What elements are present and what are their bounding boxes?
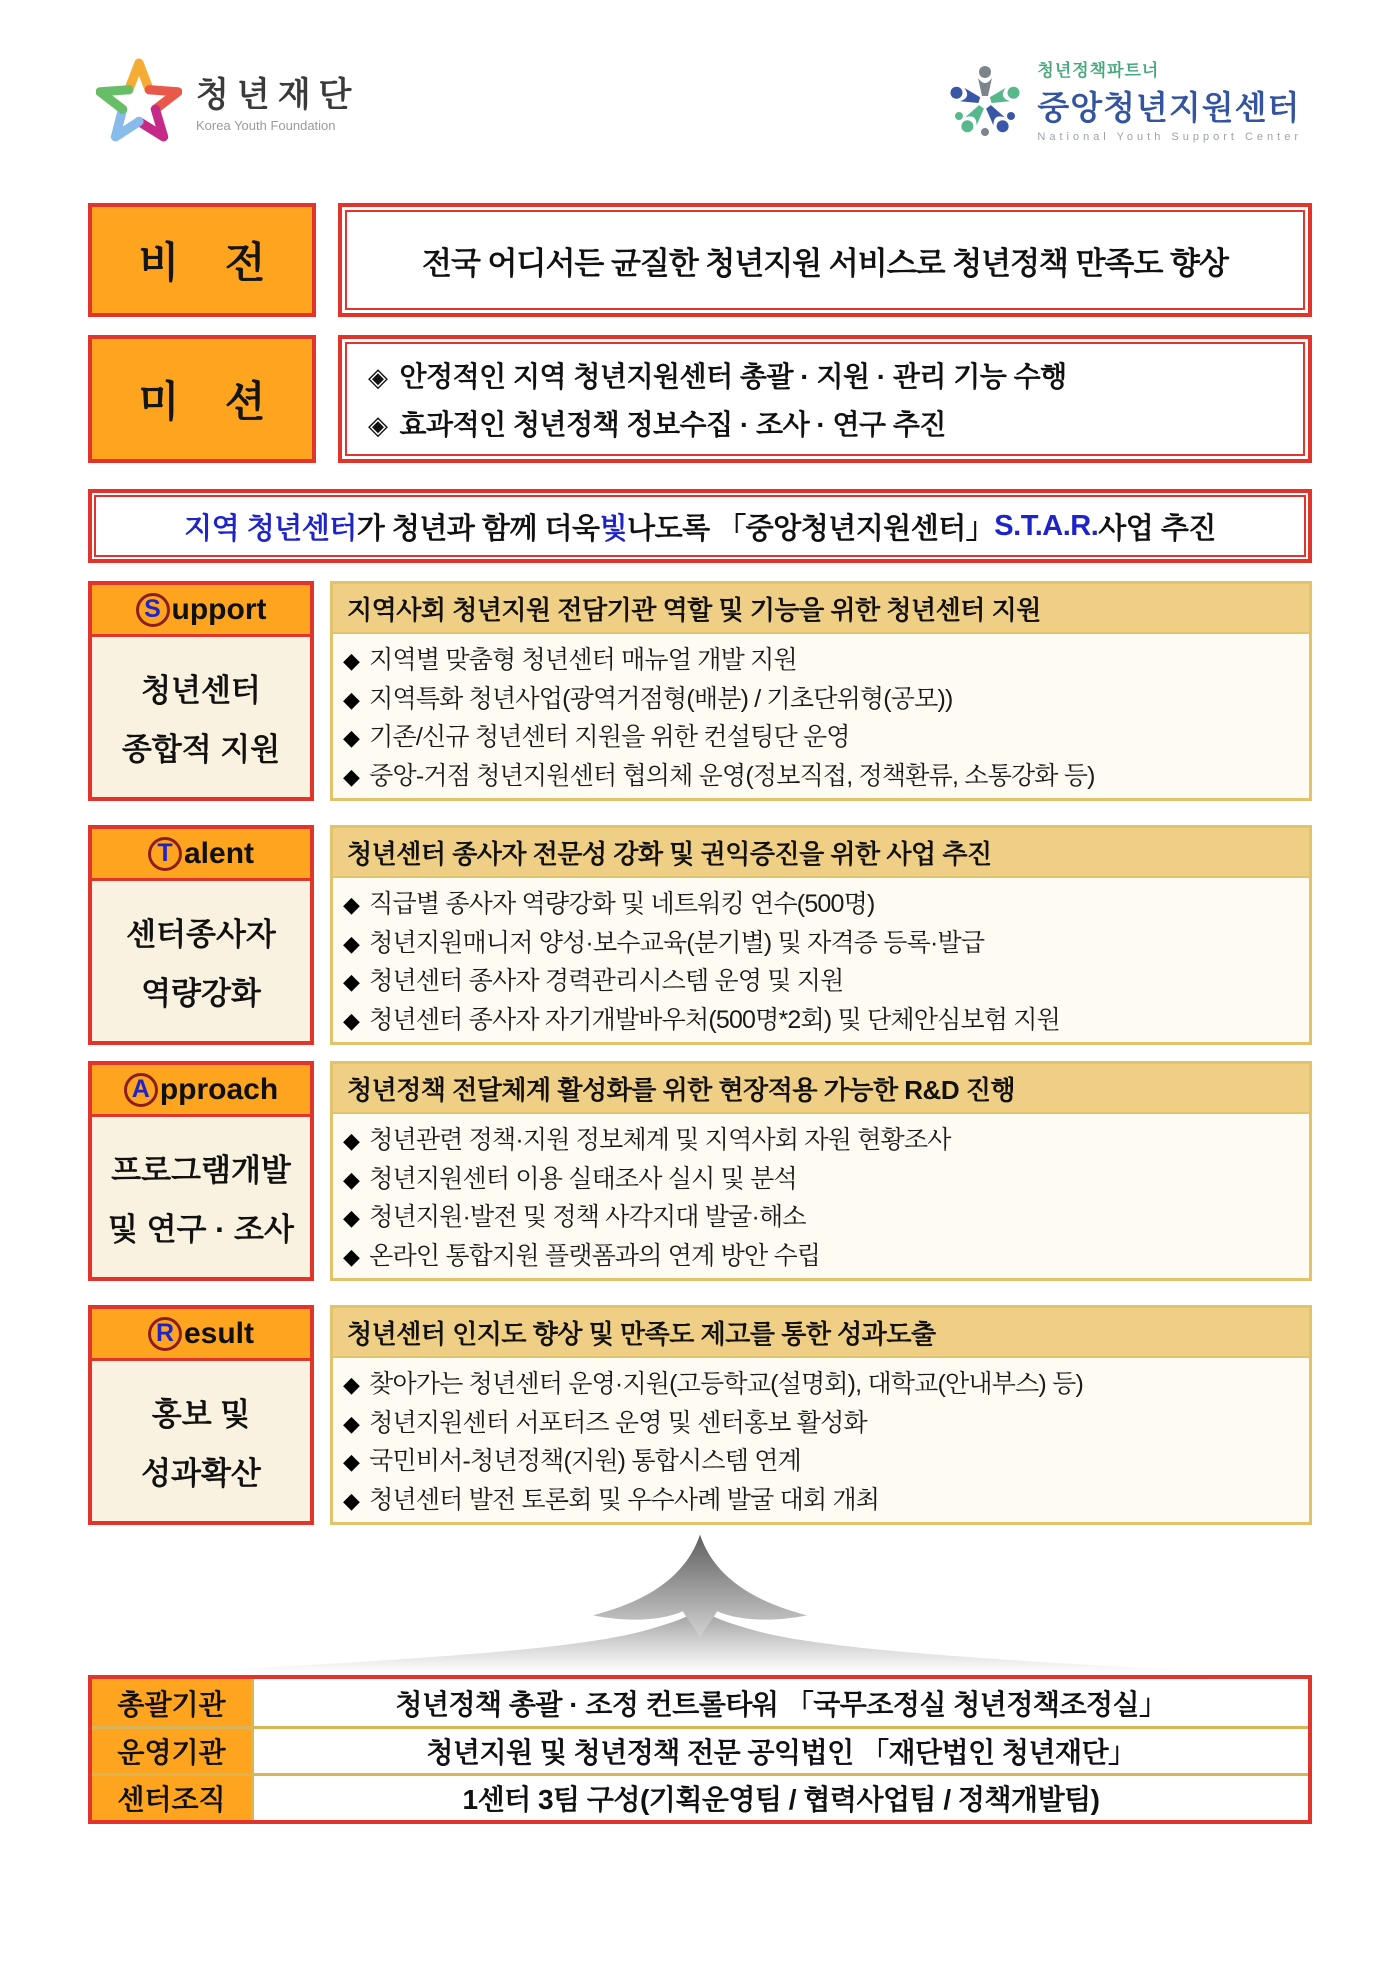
section-talent-label: 센터종사자 역량강화: [126, 917, 276, 1011]
vision-label: 비 전: [88, 203, 316, 317]
section-support-content: [330, 581, 1312, 801]
list-item: ◆ 청년지원·발전 및 정책 사각지대 발굴·해소: [343, 1203, 806, 1232]
banner-segment: 가 청년과 함께 더욱: [356, 512, 600, 545]
list-item: ◆ 청년지원센터 이용 실태조사 실시 및 분석: [343, 1164, 797, 1193]
mission-row: [88, 335, 1312, 463]
section-support-card: [88, 581, 314, 801]
section-approach-header: 청년정책 전달체계 활성화를 위한 현장적용 가능한 R&D 진행: [333, 1064, 1309, 1114]
diamond-bullet-icon: ◆: [343, 1372, 360, 1398]
vision-text: 전국 어디서든 균질한 청년지원 서비스로 청년정책 만족도 향상: [422, 245, 1228, 281]
row-label: 센터조직: [92, 1776, 254, 1820]
section-support: [88, 581, 1312, 801]
section-result-title: [92, 1309, 310, 1361]
row-label: 운영기관: [92, 1729, 254, 1773]
upward-arrow-icon: [88, 1533, 1312, 1673]
diamond-bullet-icon: ◆: [343, 763, 360, 789]
section-title-rest: alent: [183, 836, 255, 870]
diamond-bullet-icon: ◆: [343, 1205, 360, 1231]
diamond-bullet-icon: ◆: [343, 1166, 360, 1192]
circled-letter-icon: S: [136, 593, 170, 627]
circled-letter-icon: A: [124, 1073, 158, 1107]
logo-right-tagline: 청년정책파트너: [1037, 61, 1160, 80]
diamond-bullet-icon: ◆: [343, 1243, 360, 1269]
diamond-bullet-icon: ◆: [343, 1449, 360, 1475]
list-item: ◆ 온라인 통합지원 플랫폼과의 연계 방안 수립: [343, 1241, 821, 1270]
list-item: ◆ 청년센터 발전 토론회 및 우수사례 발굴 대회 개최: [343, 1485, 880, 1514]
diamond-bullet-icon: ◆: [343, 969, 360, 995]
vision-row: [88, 203, 1312, 317]
list-item: ◆ 청년지원센터 서포터즈 운영 및 센터홍보 활성화: [343, 1408, 867, 1437]
section-title-rest: upport: [171, 592, 267, 626]
list-item: ◆ 찾아가는 청년센터 운영·지원(고등학교(설명회), 대학교(안내부스) 등): [343, 1370, 1083, 1399]
banner-segment: 지역 청년센터: [184, 512, 357, 545]
banner-segment: 사업 추진: [1098, 512, 1216, 545]
diamond-bullet-icon: ◆: [343, 930, 360, 956]
mission-box: [338, 335, 1312, 463]
section-result-header: 청년센터 인지도 향상 및 만족도 제고를 통한 성과도출: [333, 1308, 1309, 1358]
row-label: 총괄기관: [92, 1679, 254, 1726]
list-item: ◆ 중앙-거점 청년지원센터 협의체 운영(정보직접, 정책환류, 소통강화 등): [343, 761, 1095, 790]
list-item: ◆ 청년센터 종사자 자기개발바우처(500명*2회) 및 단체안심보험 지원: [343, 1005, 1061, 1034]
diamond-bullet-icon: ◆: [343, 725, 360, 751]
section-approach-card: [88, 1061, 314, 1281]
table-row: [92, 1726, 1308, 1773]
diamond-bullet-icon: ◆: [343, 648, 360, 674]
list-item: ◆ 청년관련 정책·지원 정보체계 및 지역사회 자원 현황조사: [343, 1126, 951, 1155]
section-talent: [88, 825, 1312, 1045]
list-item: ◆ 기존/신규 청년센터 지원을 위한 컨설팅단 운영: [343, 723, 850, 752]
list-item: ◆ 지역특화 청년사업(광역거점형(배분) / 기초단위형(공모)): [343, 684, 953, 713]
list-item: ◆ 국민비서-청년정책(지원) 통합시스템 연계: [343, 1447, 801, 1476]
section-approach-label: 프로그램개발 및 연구 · 조사: [108, 1153, 294, 1247]
diamond-outline-bullet-icon: ◈: [368, 410, 388, 440]
diamond-bullet-icon: ◆: [343, 1128, 360, 1154]
diamond-outline-bullet-icon: ◈: [368, 362, 388, 392]
logo-left-title: 청년재단: [196, 75, 360, 114]
diamond-bullet-icon: ◆: [343, 1410, 360, 1436]
mission-label: 미 션: [88, 335, 316, 463]
banner-segment: 나도록 「중앙청년지원센터」: [627, 512, 995, 545]
section-talent-content: [330, 825, 1312, 1045]
banner-segment: S.T.A.R.: [994, 509, 1099, 542]
list-item: ◆ 지역별 맞춤형 청년센터 매뉴얼 개발 지원: [343, 646, 797, 675]
mission-item: ◈ 안정적인 지역 청년지원센터 총괄 · 지원 · 관리 기능 수행: [368, 361, 1067, 392]
organization-table: [88, 1675, 1312, 1824]
logo-right-title: 중앙청년지원센터: [1037, 89, 1301, 126]
list-item: ◆ 직급별 종사자 역량강화 및 네트워킹 연수(500명): [343, 890, 875, 919]
section-support-title: [92, 585, 310, 637]
mission-item: ◈ 효과적인 청년정책 정보수집 · 조사 · 연구 추진: [368, 409, 946, 440]
table-row: [92, 1773, 1308, 1820]
section-result: [88, 1305, 1312, 1525]
section-talent-card: [88, 825, 314, 1045]
people-star-logo-icon: [945, 58, 1025, 142]
row-value: 청년지원 및 청년정책 전문 공익법인 「재단법인 청년재단」: [426, 1737, 1136, 1768]
section-title-rest: esult: [183, 1316, 255, 1350]
section-support-header: 지역사회 청년지원 전담기관 역할 및 기능을 위한 청년센터 지원: [333, 584, 1309, 634]
logo-right-subtitle: National Youth Support Center: [1037, 131, 1302, 143]
section-result-card: [88, 1305, 314, 1525]
table-row: [92, 1679, 1308, 1726]
circled-letter-icon: T: [148, 837, 182, 871]
banner-segment: 빛: [599, 512, 628, 545]
section-talent-header: 청년센터 종사자 전문성 강화 및 권익증진을 위한 사업 추진: [333, 828, 1309, 878]
star-logo-icon: [96, 57, 182, 143]
row-value: 청년정책 총괄 · 조정 컨트롤타워 「국무조정실 청년정책조정실」: [395, 1688, 1167, 1720]
section-support-label: 청년센터 종합적 지원: [121, 673, 281, 767]
section-title-rest: pproach: [159, 1072, 279, 1106]
list-item: ◆ 청년센터 종사자 경력관리시스템 운영 및 지원: [343, 967, 844, 996]
korea-youth-foundation-logo: [96, 57, 359, 143]
section-approach-title: [92, 1065, 310, 1117]
section-result-label: 홍보 및 성과확산: [141, 1397, 261, 1491]
vision-box: [338, 203, 1312, 317]
national-youth-support-center-logo: [945, 56, 1302, 143]
row-value: 1센터 3팀 구성(기획운영팀 / 협력사업팀 / 정책개발팀): [462, 1784, 1100, 1815]
section-approach: [88, 1061, 1312, 1281]
diamond-bullet-icon: ◆: [343, 1007, 360, 1033]
section-talent-title: [92, 829, 310, 881]
star-slogan-banner: [88, 489, 1312, 563]
section-result-content: [330, 1305, 1312, 1525]
list-item: ◆ 청년지원매니저 양성·보수교육(분기별) 및 자격증 등록·발급: [343, 928, 985, 957]
diamond-bullet-icon: ◆: [343, 686, 360, 712]
circled-letter-icon: R: [148, 1317, 182, 1351]
section-approach-content: [330, 1061, 1312, 1281]
diamond-bullet-icon: ◆: [343, 1487, 360, 1513]
logo-left-subtitle: Korea Youth Foundation: [196, 117, 336, 133]
header-logos: [88, 56, 1312, 143]
diamond-bullet-icon: ◆: [343, 892, 360, 918]
